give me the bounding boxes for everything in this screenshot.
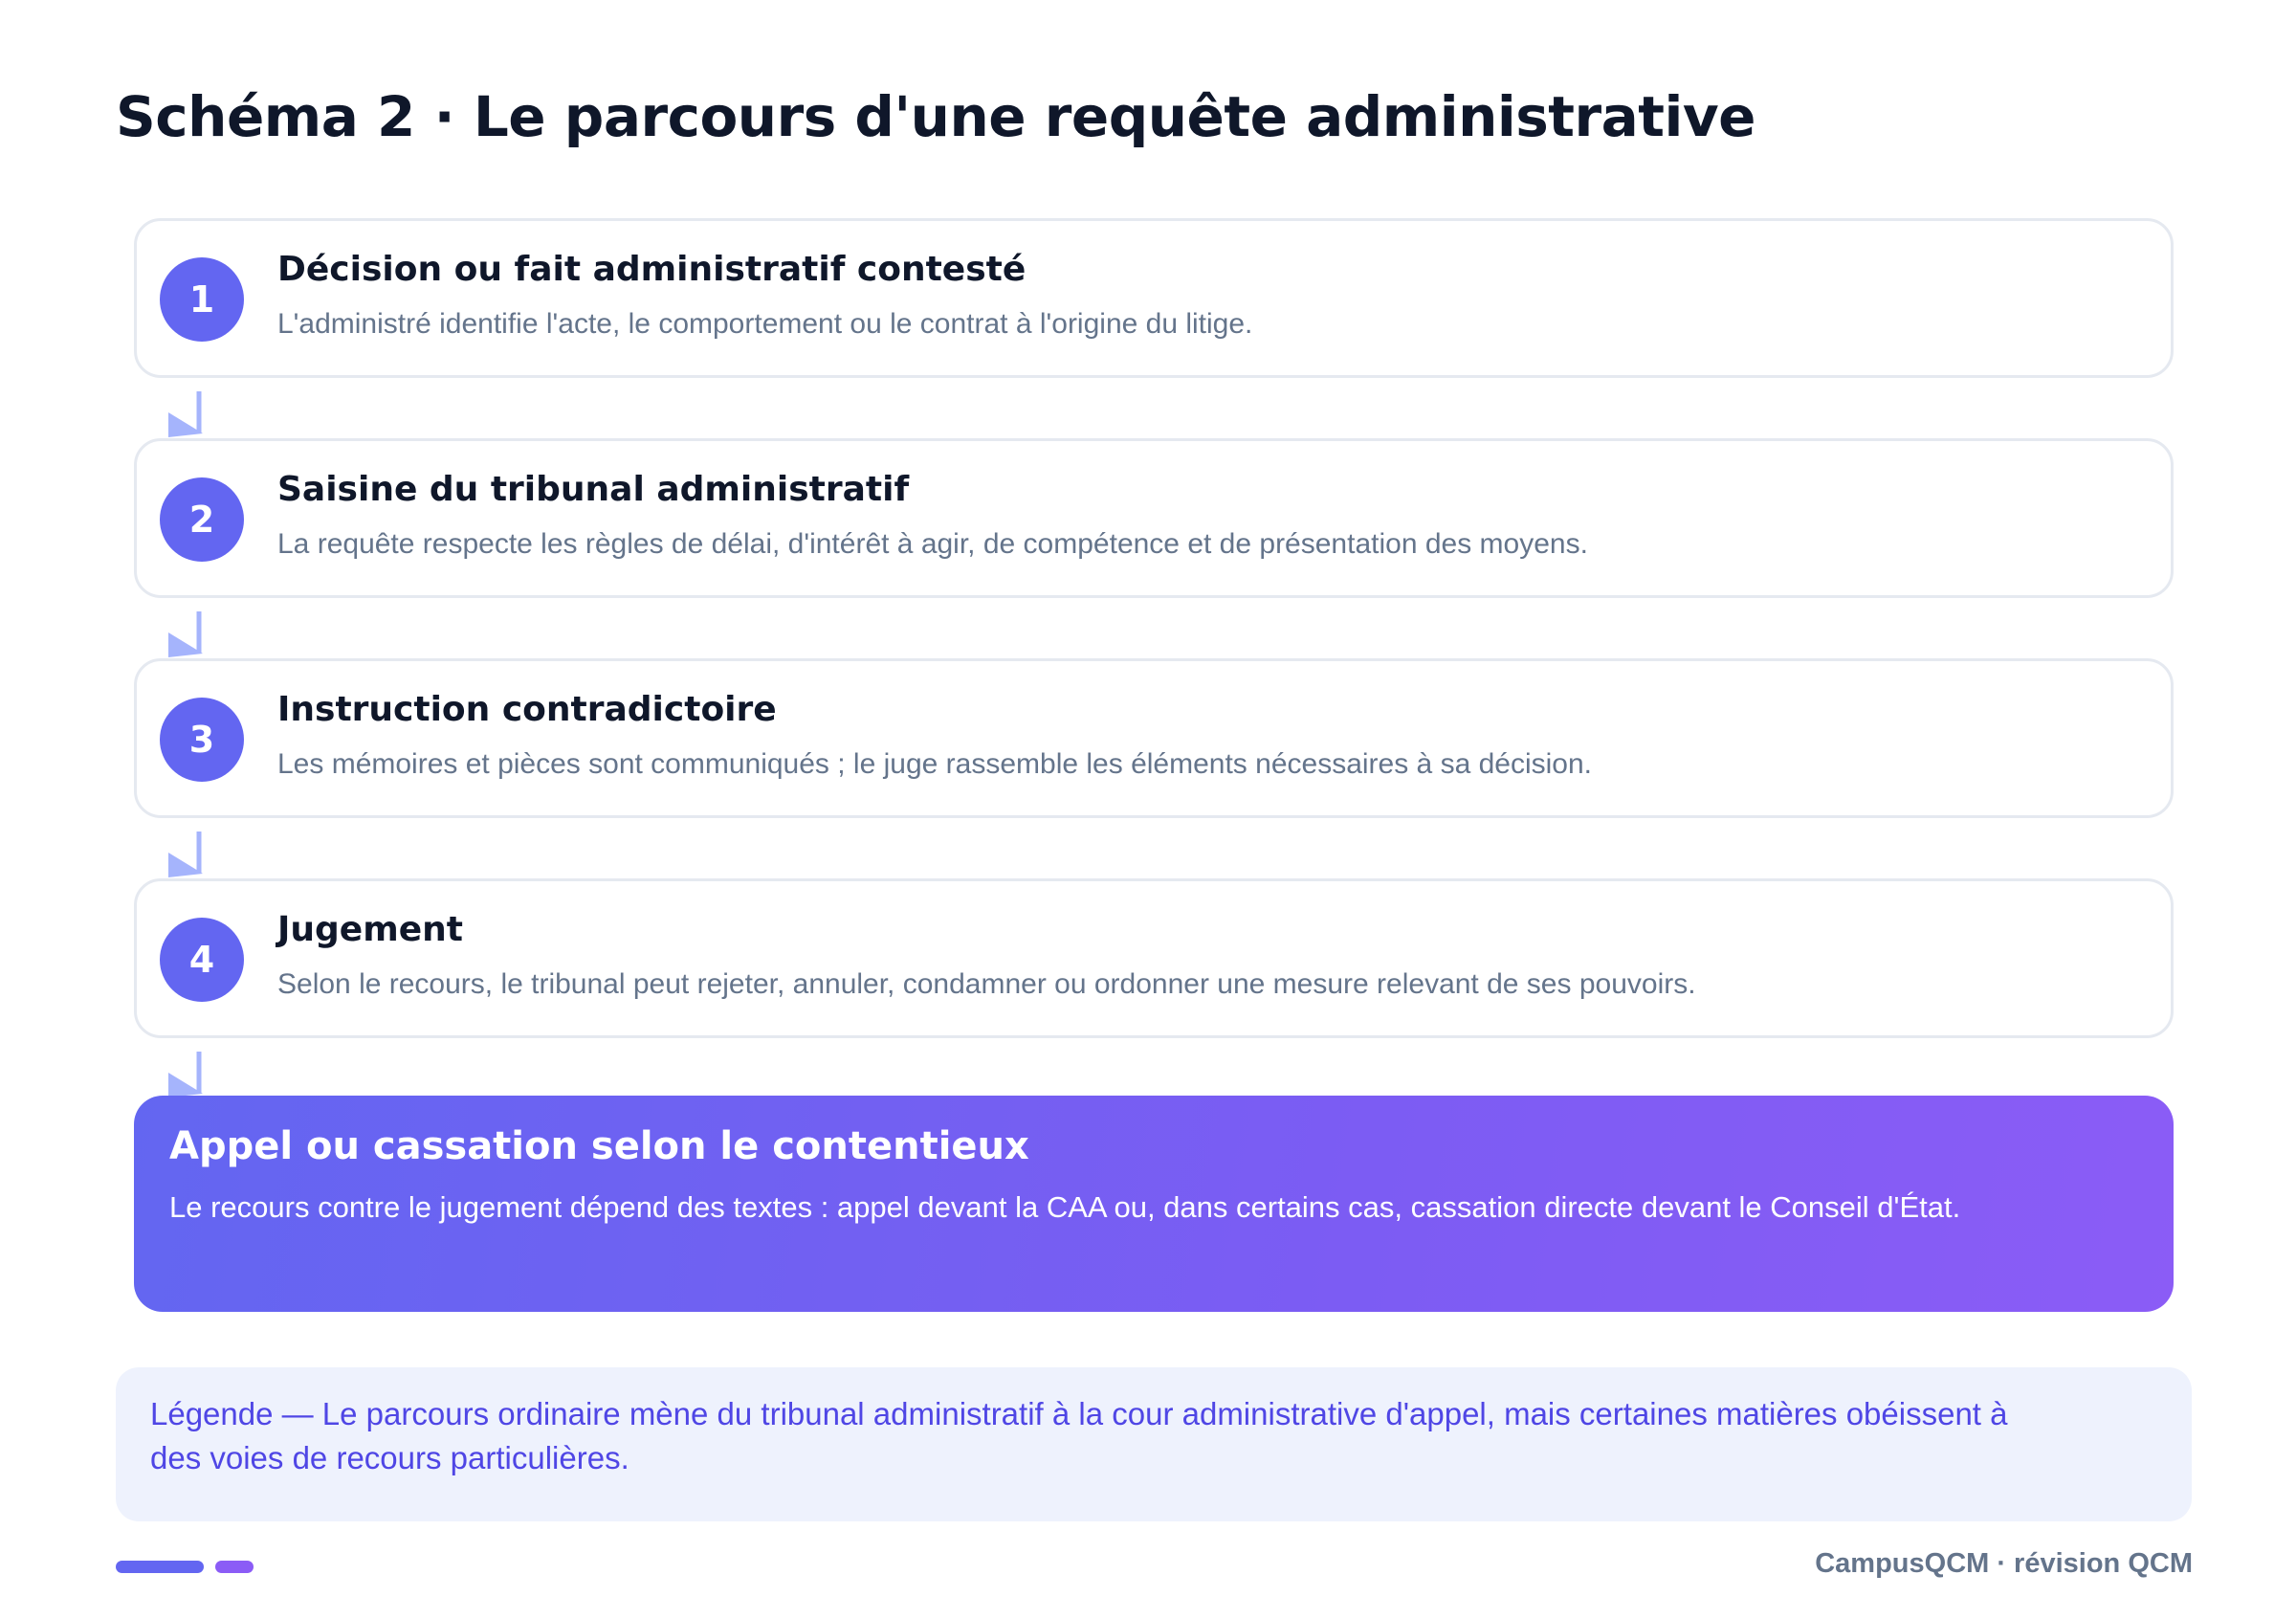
step-card-2 — [134, 438, 2174, 598]
step-card-4 — [134, 878, 2174, 1038]
step-card-1 — [134, 218, 2174, 378]
final-outcome-card — [134, 1096, 2174, 1312]
step-description: Les mémoires et pièces sont communiqués ; le juge rassemble les éléments nécessaires à sa décision. — [277, 748, 1592, 780]
legend-box — [116, 1367, 2192, 1521]
legend-text: Légende — Le parcours ordinaire mène du tribunal administratif à la cour administrative d'appel, mais certaines matières obéissent à des voies de recours particulières. — [150, 1396, 2008, 1475]
arrow-down-icon — [165, 832, 212, 881]
step-number-badge: 3 — [160, 698, 244, 782]
footer-accent-dot — [215, 1561, 254, 1573]
step-description: Selon le recours, le tribunal peut rejeter, annuler, condamner ou ordonner une mesure relevant de ses pouvoirs. — [277, 968, 1696, 1000]
arrow-down-icon — [165, 1052, 212, 1101]
step-number-badge: 2 — [160, 477, 244, 562]
step-card-3 — [134, 658, 2174, 818]
arrow-down-icon — [165, 611, 212, 661]
step-title: Décision ou fait administratif contesté — [277, 250, 1027, 289]
footer-brand: CampusQCM · révision QCM — [1815, 1548, 2193, 1579]
footer-accent-bar — [116, 1561, 204, 1573]
step-description: La requête respecte les règles de délai, d'intérêt à agir, de compétence et de présentation des moyens. — [277, 528, 1588, 560]
step-number-badge: 4 — [160, 918, 244, 1002]
final-outcome-description: Le recours contre le jugement dépend des textes : appel devant la CAA ou, dans certains cas, cassation directe devant le Conseil d'État. — [169, 1190, 1961, 1224]
step-number-badge: 1 — [160, 257, 244, 342]
step-title: Jugement — [277, 910, 463, 949]
arrow-down-icon — [165, 391, 212, 441]
step-title: Saisine du tribunal administratif — [277, 470, 910, 509]
step-title: Instruction contradictoire — [277, 690, 777, 729]
final-outcome-title: Appel ou cassation selon le contentieux — [169, 1124, 1029, 1168]
step-description: L'administré identifie l'acte, le comportement ou le contrat à l'origine du litige. — [277, 308, 1253, 340]
page-title: Schéma 2 · Le parcours d'une requête administrative — [116, 84, 1756, 149]
